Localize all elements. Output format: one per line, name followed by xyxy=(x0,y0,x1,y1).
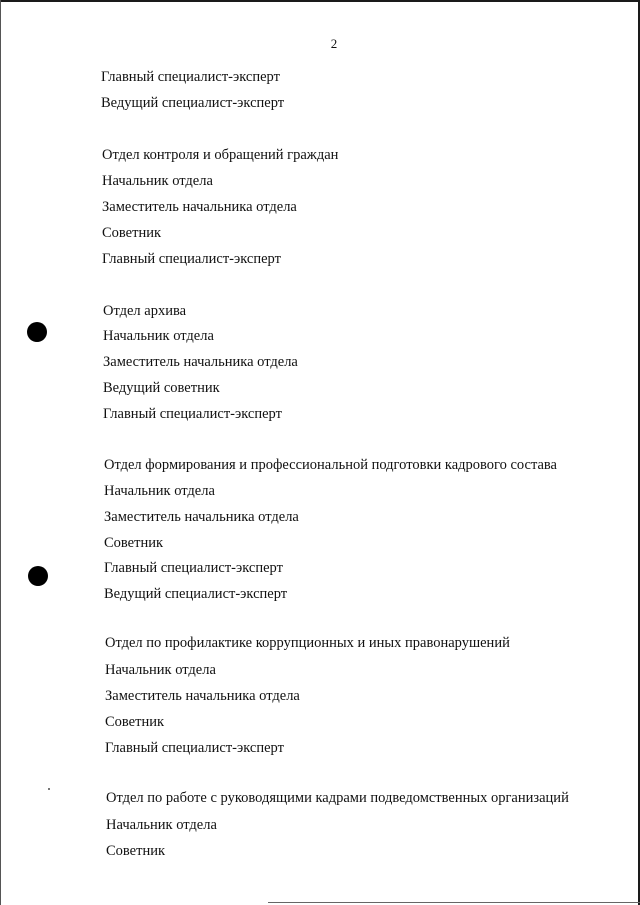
position-line: Начальник отдела xyxy=(103,328,214,344)
punch-hole xyxy=(27,322,47,342)
section-heading: Отдел формирования и профессиональной подготовки кадрового состава xyxy=(104,457,557,473)
position-line: Начальник отдела xyxy=(104,483,215,499)
position-line: Советник xyxy=(105,714,165,730)
position-line: Ведущий специалист-эксперт xyxy=(104,586,288,602)
position-line: Начальник отдела xyxy=(105,662,216,678)
scan-edge-bottom xyxy=(268,902,640,903)
position-line: Начальник отдела xyxy=(106,817,217,833)
section-heading: Отдел по профилактике коррупционных и иных правонарушений xyxy=(105,635,510,651)
position-line: Заместитель начальника отдела xyxy=(103,354,298,370)
position-line: Заместитель начальника отдела xyxy=(105,688,300,704)
position-line: Главный специалист-эксперт xyxy=(102,251,281,267)
position-line: Заместитель начальника отдела xyxy=(102,199,297,215)
scan-edge-top xyxy=(0,0,640,2)
line-senior-expert: Главный специалист-эксперт xyxy=(101,69,280,85)
position-line: Главный специалист-эксперт xyxy=(103,406,282,422)
position-line: Главный специалист-эксперт xyxy=(105,740,284,756)
position-line: Заместитель начальника отдела xyxy=(104,509,299,525)
line-leading-expert: Ведущий специалист-эксперт xyxy=(101,95,285,111)
punch-hole xyxy=(28,566,48,586)
position-line: Советник xyxy=(106,843,166,859)
scan-edge-left xyxy=(0,0,1,905)
scan-speck xyxy=(48,788,50,790)
section-heading: Отдел по работе с руководящими кадрами подведомственных организаций xyxy=(106,790,569,806)
position-line: Начальник отдела xyxy=(102,173,213,189)
position-line: Главный специалист-эксперт xyxy=(104,560,283,576)
section-heading: Отдел контроля и обращений граждан xyxy=(102,147,339,163)
page-number: 2 xyxy=(330,36,338,51)
position-line: Советник xyxy=(104,535,164,551)
section-heading: Отдел архива xyxy=(103,303,187,319)
position-line: Ведущий советник xyxy=(103,380,220,396)
position-line: Советник xyxy=(102,225,162,241)
